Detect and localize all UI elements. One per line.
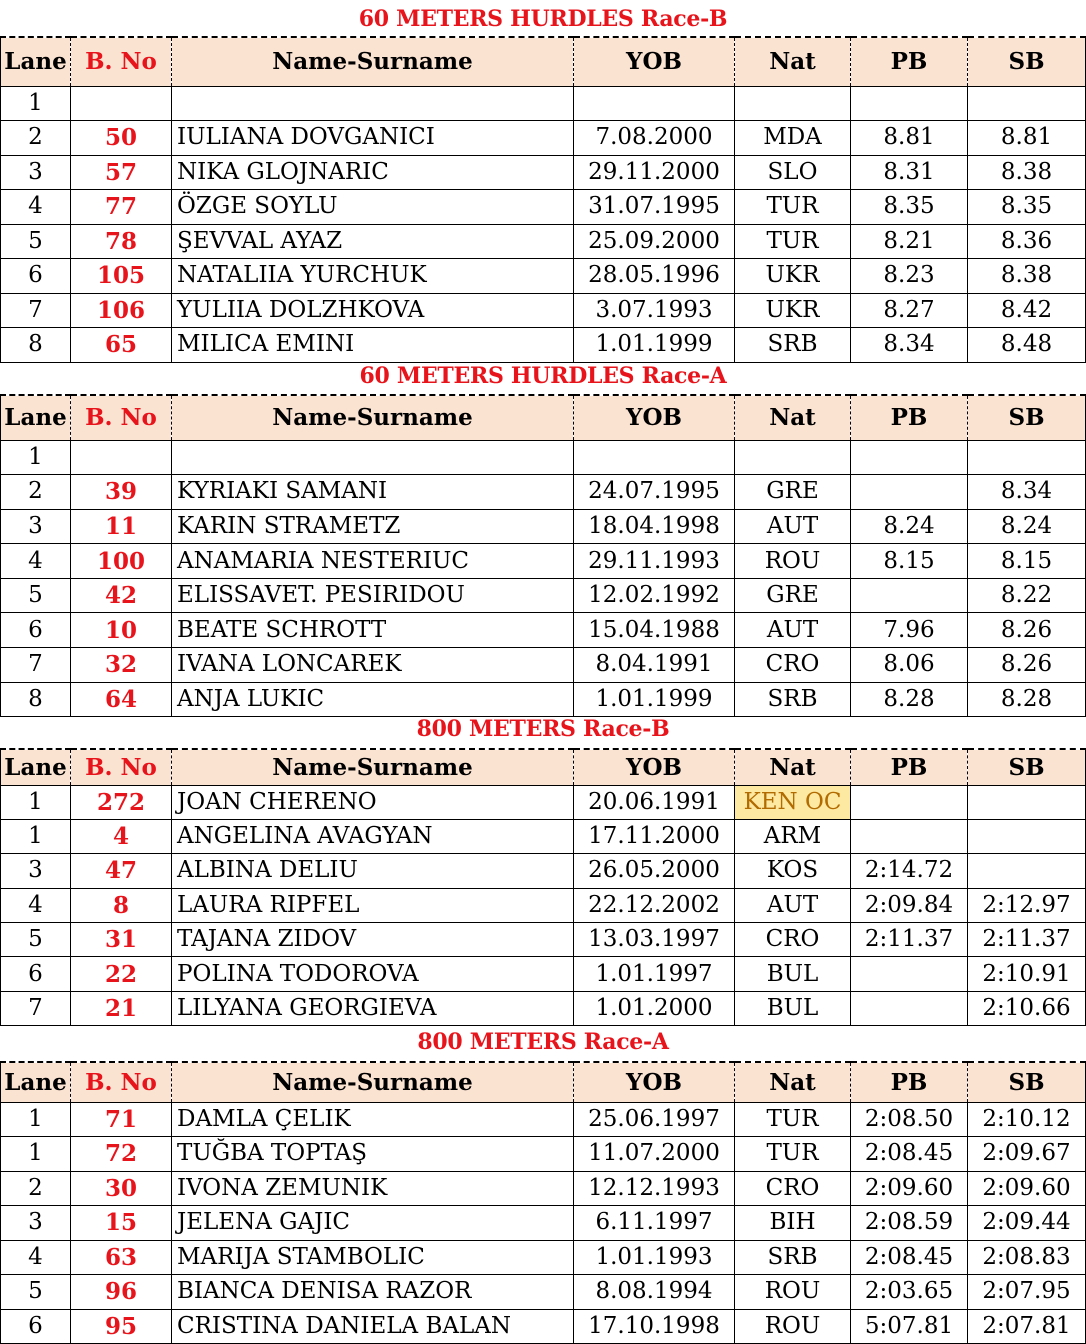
table-row [1, 544, 1086, 579]
race-title: 60 METERS HURDLES Race-A [359, 365, 727, 387]
yob-cell: 29.11.2000 [574, 155, 735, 190]
name-cell: ÖZGE SOYLU [172, 190, 574, 225]
name-cell: TUĞBA TOPTAŞ [172, 1137, 574, 1172]
bno-cell: 77 [71, 190, 172, 225]
table-row [1, 190, 1086, 225]
bno-cell: 106 [71, 293, 172, 328]
sb-cell: 8.81 [968, 121, 1086, 156]
nat-cell: AUT [735, 613, 851, 648]
nat-cell: SRB [735, 1240, 851, 1275]
name-cell: MILICA EMINI [172, 328, 574, 363]
yob-cell [574, 440, 735, 475]
nat-cell: GRE [735, 578, 851, 613]
nat-cell: ROU [735, 1309, 851, 1344]
yob-cell: 22.12.2002 [574, 888, 735, 922]
pb-cell: 7.96 [851, 613, 968, 648]
table-row [1, 785, 1086, 819]
bno-cell: 78 [71, 224, 172, 259]
sb-cell: 8.24 [968, 509, 1086, 544]
nat-cell: AUT [735, 509, 851, 544]
yob-cell: 20.06.1991 [574, 785, 735, 819]
table-header-row [1, 749, 1086, 785]
yob-cell: 12.12.1993 [574, 1171, 735, 1206]
nat-cell: SRB [735, 682, 851, 717]
pb-cell: 2:11.37 [851, 923, 968, 957]
name-cell: IVANA LONCAREK [172, 648, 574, 683]
name-cell [172, 440, 574, 475]
yob-cell: 12.02.1992 [574, 578, 735, 613]
race-table [0, 36, 1086, 363]
pb-cell: 2:08.45 [851, 1137, 968, 1172]
column-header-pb: PB [851, 37, 968, 86]
sb-cell: 2:10.91 [968, 957, 1086, 991]
lane-cell: 1 [1, 1137, 71, 1172]
name-cell: BIANCA DENISA RAZOR [172, 1275, 574, 1310]
name-cell: LAURA RIPFEL [172, 888, 574, 922]
lane-cell: 2 [1, 475, 71, 510]
nat-cell [735, 86, 851, 121]
table-row [1, 1309, 1086, 1344]
name-cell [172, 86, 574, 121]
lane-cell: 3 [1, 854, 71, 888]
lane-cell: 3 [1, 1206, 71, 1241]
bno-cell: 63 [71, 1240, 172, 1275]
lane-cell: 3 [1, 509, 71, 544]
column-header-yob: YOB [574, 37, 735, 86]
sb-cell [968, 854, 1086, 888]
name-cell: ANGELINA AVAGYAN [172, 819, 574, 853]
bno-cell: 30 [71, 1171, 172, 1206]
lane-cell: 4 [1, 190, 71, 225]
table-row [1, 259, 1086, 294]
pb-cell [851, 578, 968, 613]
pb-cell: 8.27 [851, 293, 968, 328]
lane-cell: 7 [1, 293, 71, 328]
pb-cell: 8.21 [851, 224, 968, 259]
column-header-lane: Lane [1, 37, 71, 86]
nat-cell: AUT [735, 888, 851, 922]
yob-cell: 24.07.1995 [574, 475, 735, 510]
bno-cell: 71 [71, 1102, 172, 1137]
lane-cell: 6 [1, 957, 71, 991]
sb-cell: 2:10.66 [968, 991, 1086, 1025]
lane-cell: 1 [1, 785, 71, 819]
pb-cell: 8.23 [851, 259, 968, 294]
column-header-pb: PB [851, 395, 968, 440]
column-header-pb: PB [851, 1062, 968, 1102]
nat-cell: SRB [735, 328, 851, 363]
pb-cell: 8.31 [851, 155, 968, 190]
yob-cell: 29.11.1993 [574, 544, 735, 579]
lane-cell: 6 [1, 1309, 71, 1344]
bno-cell [71, 86, 172, 121]
yob-cell: 6.11.1997 [574, 1206, 735, 1241]
name-cell: ALBINA DELIU [172, 854, 574, 888]
yob-cell: 1.01.2000 [574, 991, 735, 1025]
yob-cell: 26.05.2000 [574, 854, 735, 888]
pb-cell: 8.28 [851, 682, 968, 717]
pb-cell [851, 957, 968, 991]
lane-cell: 1 [1, 86, 71, 121]
column-header-yob: YOB [574, 395, 735, 440]
name-cell: BEATE SCHROTT [172, 613, 574, 648]
bno-cell [71, 440, 172, 475]
pb-cell [851, 819, 968, 853]
bno-cell: 96 [71, 1275, 172, 1310]
pb-cell: 2:03.65 [851, 1275, 968, 1310]
name-cell: LILYANA GEORGIEVA [172, 991, 574, 1025]
lane-cell: 2 [1, 121, 71, 156]
bno-cell: 11 [71, 509, 172, 544]
bno-cell: 8 [71, 888, 172, 922]
nat-cell: KOS [735, 854, 851, 888]
table-row [1, 1240, 1086, 1275]
bno-cell: 272 [71, 785, 172, 819]
yob-cell: 25.06.1997 [574, 1102, 735, 1137]
nat-cell: GRE [735, 475, 851, 510]
lane-cell: 4 [1, 1240, 71, 1275]
bno-cell: 95 [71, 1309, 172, 1344]
table-row [1, 293, 1086, 328]
yob-cell: 8.04.1991 [574, 648, 735, 683]
name-cell: NATALIIA YURCHUK [172, 259, 574, 294]
lane-cell: 5 [1, 224, 71, 259]
yob-cell: 25.09.2000 [574, 224, 735, 259]
pb-cell: 2:09.60 [851, 1171, 968, 1206]
yob-cell: 7.08.2000 [574, 121, 735, 156]
nat-cell: CRO [735, 923, 851, 957]
pb-cell [851, 991, 968, 1025]
name-cell: ANAMARIA NESTERIUC [172, 544, 574, 579]
table-row [1, 1171, 1086, 1206]
nat-cell: CRO [735, 648, 851, 683]
race-table [0, 394, 1086, 717]
pb-cell: 2:08.50 [851, 1102, 968, 1137]
pb-cell [851, 440, 968, 475]
pb-cell: 5:07.81 [851, 1309, 968, 1344]
nat-cell: BUL [735, 991, 851, 1025]
yob-cell: 17.11.2000 [574, 819, 735, 853]
yob-cell: 18.04.1998 [574, 509, 735, 544]
name-cell: CRISTINA DANIELA BALAN [172, 1309, 574, 1344]
nat-cell: UKR [735, 293, 851, 328]
lane-cell: 3 [1, 155, 71, 190]
lane-cell: 4 [1, 544, 71, 579]
table-row [1, 1206, 1086, 1241]
sb-cell [968, 86, 1086, 121]
pb-cell: 8.81 [851, 121, 968, 156]
sb-cell: 8.42 [968, 293, 1086, 328]
name-cell: KYRIAKI SAMANI [172, 475, 574, 510]
column-header-sb: SB [968, 1062, 1086, 1102]
sb-cell: 8.22 [968, 578, 1086, 613]
nat-cell: TUR [735, 224, 851, 259]
sb-cell: 8.28 [968, 682, 1086, 717]
bno-cell: 39 [71, 475, 172, 510]
yob-cell: 13.03.1997 [574, 923, 735, 957]
yob-cell: 15.04.1988 [574, 613, 735, 648]
nat-cell: KEN OC [735, 785, 851, 819]
column-header-lane: Lane [1, 1062, 71, 1102]
lane-cell: 5 [1, 923, 71, 957]
pb-cell: 2:09.84 [851, 888, 968, 922]
sb-cell [968, 440, 1086, 475]
bno-cell: 32 [71, 648, 172, 683]
table-header-row [1, 1062, 1086, 1102]
name-cell: POLINA TODOROVA [172, 957, 574, 991]
sb-cell: 2:11.37 [968, 923, 1086, 957]
table-row [1, 328, 1086, 363]
pb-cell: 8.15 [851, 544, 968, 579]
pb-cell: 8.24 [851, 509, 968, 544]
sb-cell [968, 819, 1086, 853]
bno-cell: 105 [71, 259, 172, 294]
lane-cell: 1 [1, 819, 71, 853]
table-row [1, 86, 1086, 121]
table-row [1, 613, 1086, 648]
race-title: 800 METERS Race-B [416, 718, 670, 740]
column-header-nat: Nat [735, 37, 851, 86]
race-table [0, 748, 1086, 1026]
table-row [1, 475, 1086, 510]
nat-cell: TUR [735, 190, 851, 225]
lane-cell: 1 [1, 440, 71, 475]
table-row [1, 440, 1086, 475]
yob-cell: 28.05.1996 [574, 259, 735, 294]
table-row [1, 888, 1086, 922]
lane-cell: 6 [1, 259, 71, 294]
table-row [1, 121, 1086, 156]
yob-cell: 1.01.1997 [574, 957, 735, 991]
nat-cell [735, 440, 851, 475]
yob-cell: 3.07.1993 [574, 293, 735, 328]
sb-cell: 8.34 [968, 475, 1086, 510]
nat-cell: CRO [735, 1171, 851, 1206]
nat-cell: TUR [735, 1102, 851, 1137]
table-row [1, 1137, 1086, 1172]
bno-cell: 22 [71, 957, 172, 991]
bno-cell: 47 [71, 854, 172, 888]
column-header-lane: Lane [1, 749, 71, 785]
lane-cell: 8 [1, 328, 71, 363]
sb-cell: 2:08.83 [968, 1240, 1086, 1275]
name-cell: ELISSAVET. PESIRIDOU [172, 578, 574, 613]
column-header-bno: B. No [71, 749, 172, 785]
yob-cell [574, 86, 735, 121]
sb-cell: 2:10.12 [968, 1102, 1086, 1137]
name-cell: IVONA ZEMUNIK [172, 1171, 574, 1206]
column-header-nat: Nat [735, 749, 851, 785]
name-cell: ANJA LUKIC [172, 682, 574, 717]
race-title: 800 METERS Race-A [417, 1031, 669, 1053]
table-row [1, 155, 1086, 190]
bno-cell: 42 [71, 578, 172, 613]
table-row [1, 957, 1086, 991]
nat-cell: ROU [735, 1275, 851, 1310]
bno-cell: 57 [71, 155, 172, 190]
column-header-nat: Nat [735, 395, 851, 440]
yob-cell: 8.08.1994 [574, 1275, 735, 1310]
column-header-sb: SB [968, 749, 1086, 785]
name-cell: NIKA GLOJNARIC [172, 155, 574, 190]
nat-cell: ARM [735, 819, 851, 853]
sb-cell: 8.48 [968, 328, 1086, 363]
table-row [1, 509, 1086, 544]
sb-cell: 8.15 [968, 544, 1086, 579]
name-cell: KARIN STRAMETZ [172, 509, 574, 544]
sb-cell: 2:09.44 [968, 1206, 1086, 1241]
pb-cell [851, 475, 968, 510]
sb-cell: 8.26 [968, 613, 1086, 648]
column-header-nat: Nat [735, 1062, 851, 1102]
nat-cell: MDA [735, 121, 851, 156]
column-header-yob: YOB [574, 1062, 735, 1102]
sb-cell: 2:07.95 [968, 1275, 1086, 1310]
yob-cell: 1.01.1999 [574, 328, 735, 363]
name-cell: JOAN CHERENO [172, 785, 574, 819]
name-cell: ŞEVVAL AYAZ [172, 224, 574, 259]
column-header-pb: PB [851, 749, 968, 785]
bno-cell: 100 [71, 544, 172, 579]
nat-cell: TUR [735, 1137, 851, 1172]
pb-cell: 8.34 [851, 328, 968, 363]
pb-cell [851, 86, 968, 121]
bno-cell: 50 [71, 121, 172, 156]
yob-cell: 1.01.1993 [574, 1240, 735, 1275]
name-cell: TAJANA ZIDOV [172, 923, 574, 957]
table-row [1, 923, 1086, 957]
sb-cell: 2:09.67 [968, 1137, 1086, 1172]
name-cell: DAMLA ÇELIK [172, 1102, 574, 1137]
nat-cell: BIH [735, 1206, 851, 1241]
lane-cell: 4 [1, 888, 71, 922]
column-header-bno: B. No [71, 395, 172, 440]
bno-cell: 10 [71, 613, 172, 648]
sb-cell: 2:12.97 [968, 888, 1086, 922]
bno-cell: 15 [71, 1206, 172, 1241]
nat-cell: UKR [735, 259, 851, 294]
yob-cell: 31.07.1995 [574, 190, 735, 225]
yob-cell: 1.01.1999 [574, 682, 735, 717]
column-header-sb: SB [968, 395, 1086, 440]
name-cell: MARIJA STAMBOLIC [172, 1240, 574, 1275]
yob-cell: 17.10.1998 [574, 1309, 735, 1344]
table-row [1, 224, 1086, 259]
bno-cell: 64 [71, 682, 172, 717]
pb-cell: 8.35 [851, 190, 968, 225]
lane-cell: 7 [1, 648, 71, 683]
column-header-name: Name-Surname [172, 1062, 574, 1102]
lane-cell: 6 [1, 613, 71, 648]
table-header-row [1, 37, 1086, 86]
table-row [1, 682, 1086, 717]
lane-cell: 5 [1, 1275, 71, 1310]
column-header-name: Name-Surname [172, 395, 574, 440]
bno-cell: 31 [71, 923, 172, 957]
table-row [1, 648, 1086, 683]
bno-cell: 72 [71, 1137, 172, 1172]
column-header-bno: B. No [71, 37, 172, 86]
bno-cell: 65 [71, 328, 172, 363]
sb-cell: 8.38 [968, 259, 1086, 294]
pb-cell: 2:08.59 [851, 1206, 968, 1241]
lane-cell: 8 [1, 682, 71, 717]
column-header-name: Name-Surname [172, 37, 574, 86]
sb-cell: 2:07.81 [968, 1309, 1086, 1344]
name-cell: IULIANA DOVGANICI [172, 121, 574, 156]
column-header-yob: YOB [574, 749, 735, 785]
sb-cell: 8.38 [968, 155, 1086, 190]
nat-cell: SLO [735, 155, 851, 190]
sb-cell: 8.35 [968, 190, 1086, 225]
sb-cell [968, 785, 1086, 819]
column-header-name: Name-Surname [172, 749, 574, 785]
pb-cell [851, 785, 968, 819]
column-header-bno: B. No [71, 1062, 172, 1102]
table-row [1, 1102, 1086, 1137]
table-row [1, 991, 1086, 1025]
sb-cell: 2:09.60 [968, 1171, 1086, 1206]
lane-cell: 1 [1, 1102, 71, 1137]
table-header-row [1, 395, 1086, 440]
pb-cell: 8.06 [851, 648, 968, 683]
bno-cell: 4 [71, 819, 172, 853]
name-cell: YULIIA DOLZHKOVA [172, 293, 574, 328]
nat-cell: ROU [735, 544, 851, 579]
sb-cell: 8.36 [968, 224, 1086, 259]
table-row [1, 819, 1086, 853]
pb-cell: 2:08.45 [851, 1240, 968, 1275]
sb-cell: 8.26 [968, 648, 1086, 683]
lane-cell: 2 [1, 1171, 71, 1206]
race-title: 60 METERS HURDLES Race-B [358, 8, 728, 30]
table-row [1, 578, 1086, 613]
table-row [1, 1275, 1086, 1310]
lane-cell: 5 [1, 578, 71, 613]
name-cell: JELENA GAJIC [172, 1206, 574, 1241]
column-header-sb: SB [968, 37, 1086, 86]
race-table [0, 1061, 1086, 1344]
nat-cell: BUL [735, 957, 851, 991]
lane-cell: 7 [1, 991, 71, 1025]
bno-cell: 21 [71, 991, 172, 1025]
column-header-lane: Lane [1, 395, 71, 440]
table-row [1, 854, 1086, 888]
pb-cell: 2:14.72 [851, 854, 968, 888]
yob-cell: 11.07.2000 [574, 1137, 735, 1172]
